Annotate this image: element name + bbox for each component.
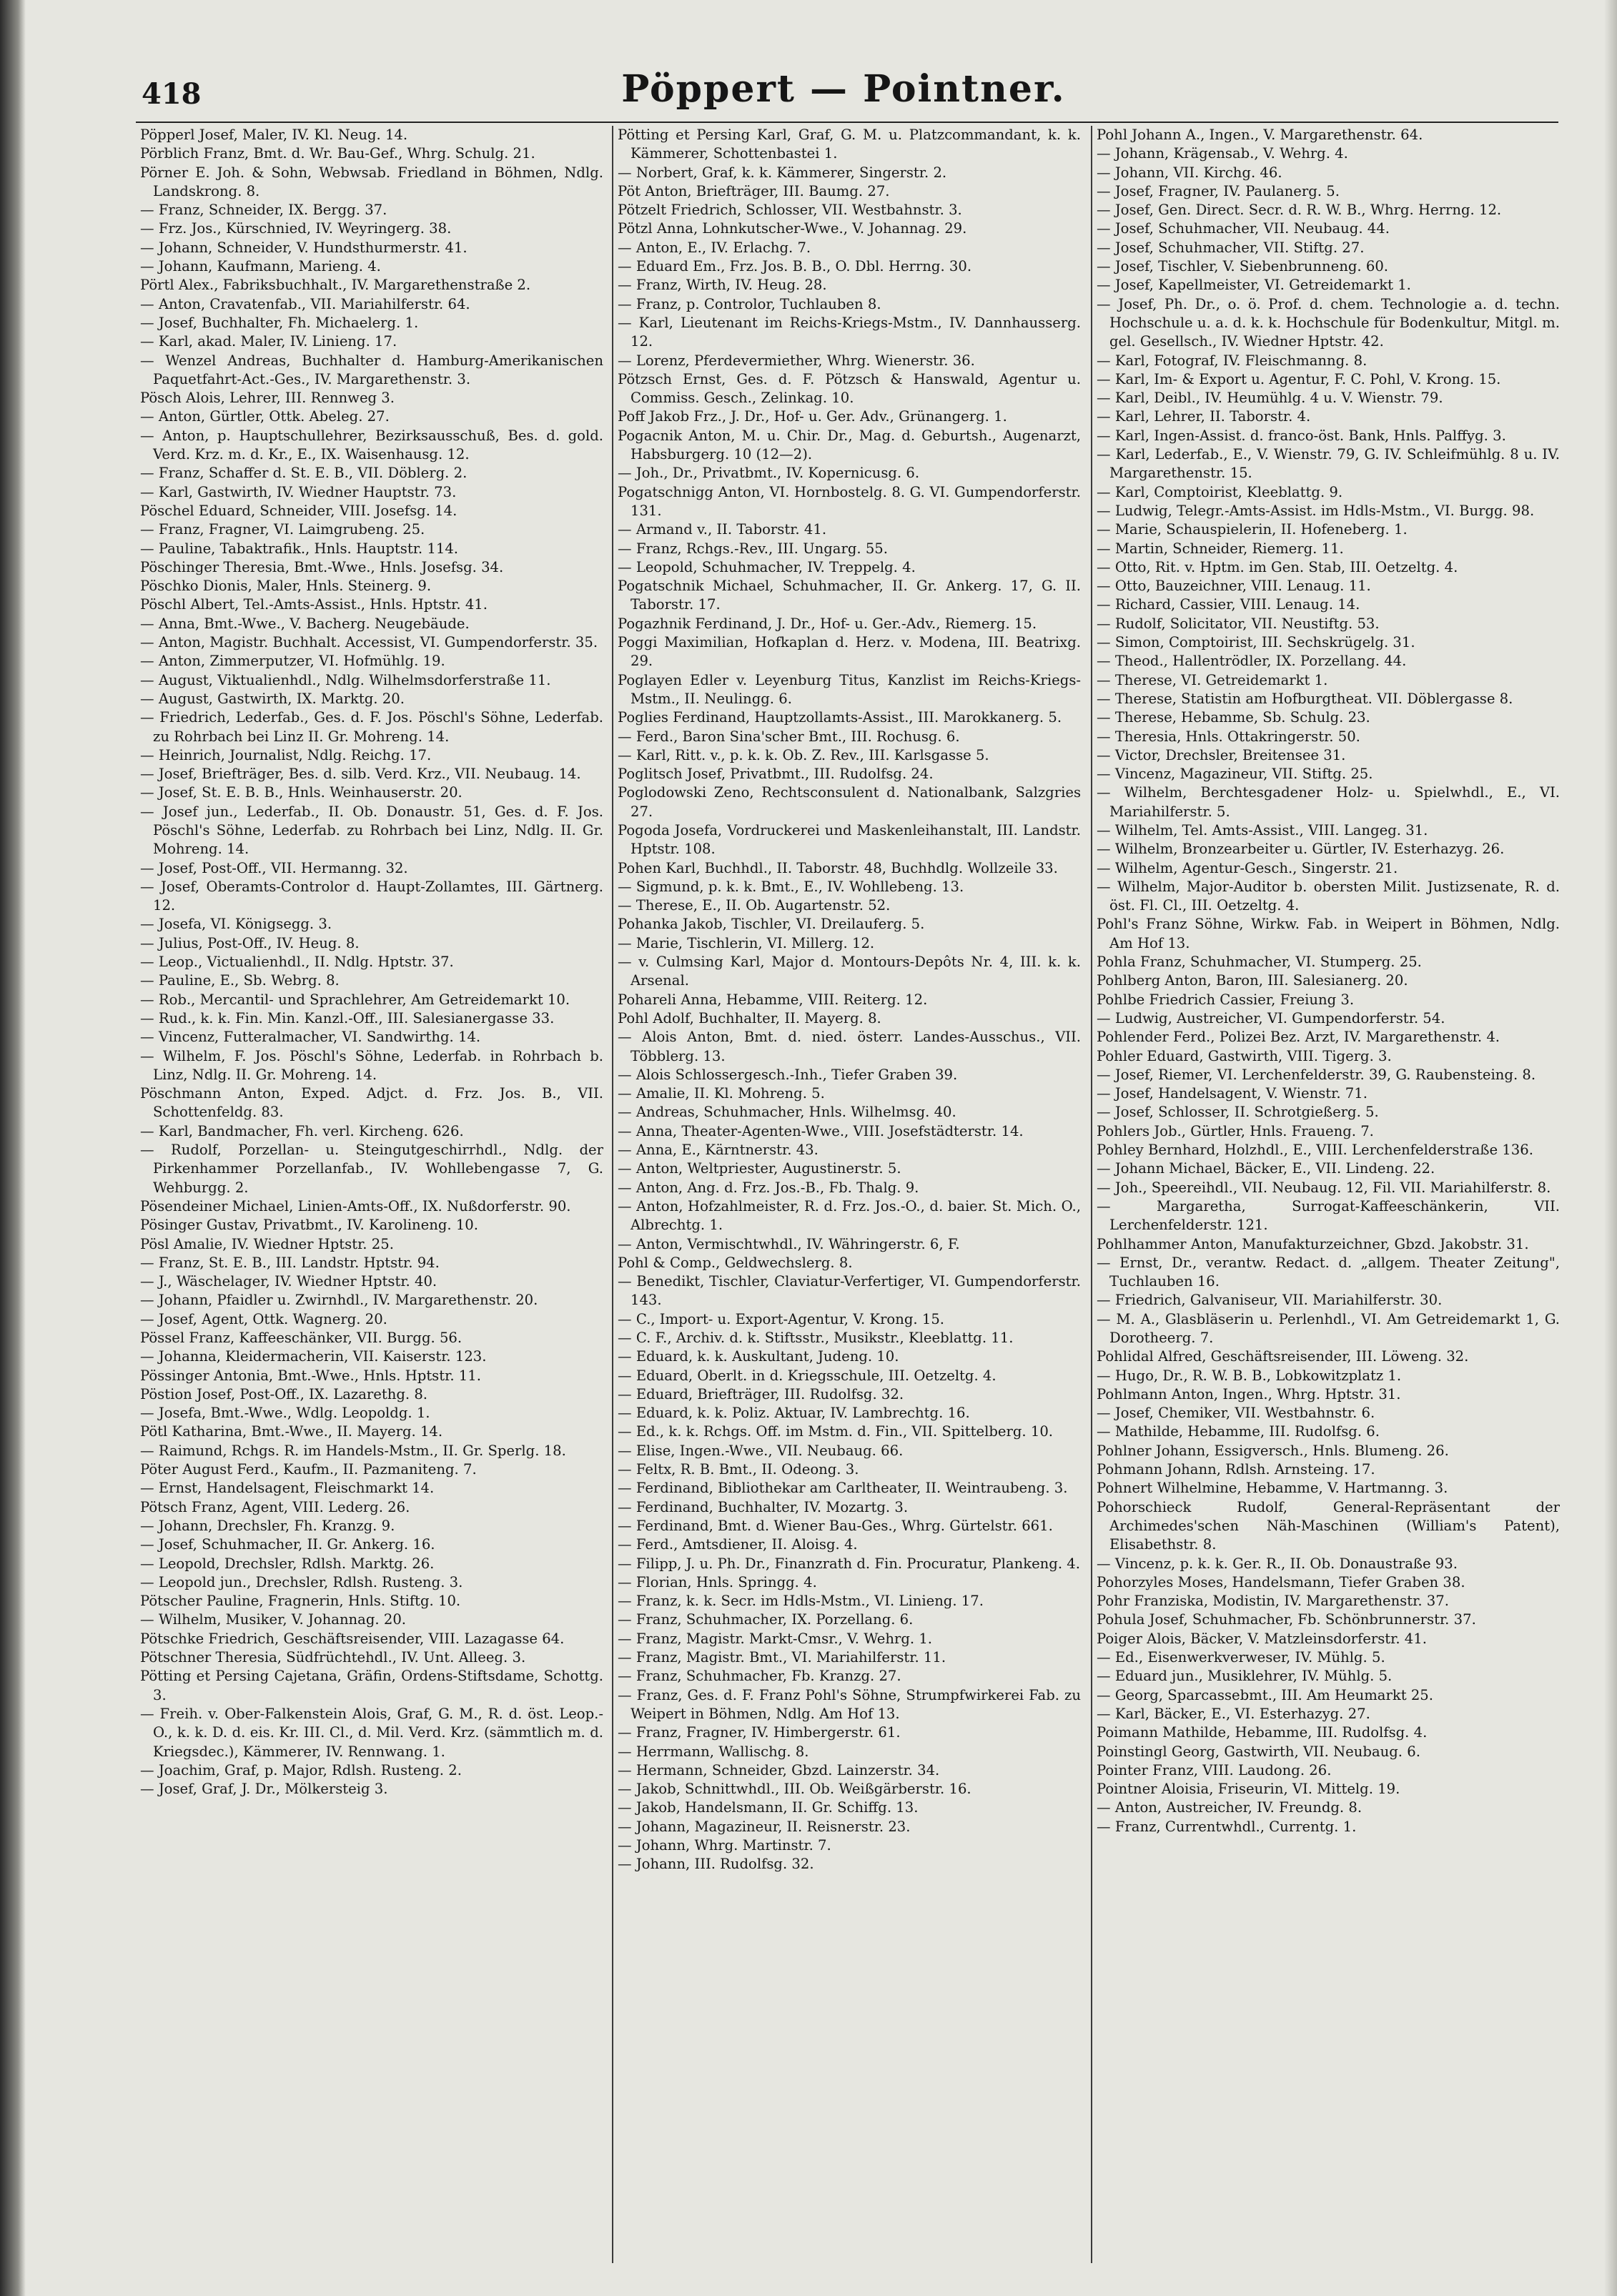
directory-entry: Pointer Franz, VIII. Laudong. 26. [1097,1761,1332,1778]
directory-entry: — Jakob, Handelsmann, II. Gr. Schiffg. 13. [618,1799,919,1816]
directory-entry: Pohareli Anna, Hebamme, VIII. Reiterg. 12. [618,991,928,1008]
directory-entry: Poglodowski Zeno, Rechtsconsulent d. Nationalbank, Salzgries 27. [618,784,1081,820]
directory-entry: — Karl, Comptoirist, Kleeblattg. 9. [1097,483,1343,500]
directory-entry: Pohl & Comp., Geldwechslerg. 8. [618,1254,853,1271]
directory-entry: — Florian, Hnls. Springg. 4. [618,1573,817,1590]
directory-entry: — Anton, Vermischtwhdl., IV. Währingerstr. 6, F. [618,1235,960,1252]
directory-entry: — Josef, Schuhmacher, II. Gr. Ankerg. 16. [140,1536,435,1553]
directory-entry: Pötzsch Ernst, Ges. d. F. Pötzsch & Hanswald, Agentur u. Commiss. Gesch., Zelinkag. 10. [618,370,1081,407]
directory-entry: — Rob., Mercantil- und Sprachlehrer, Am Getreidemarkt 10. [140,991,570,1008]
directory-entry: — Anton, Zimmerputzer, VI. Hofmühlg. 19. [140,653,445,670]
directory-entry: Pötzl Anna, Lohnkutscher-Wwe., V. Johannag. 29. [618,220,967,237]
directory-entry: Pöpperl Josef, Maler, IV. Kl. Neug. 14. [140,127,408,143]
directory-entry: — Franz, Fragner, VI. Laimgrubeng. 25. [140,521,425,538]
directory-entry: — Karl, Ingen-Assist. d. franco-öst. Bank, Hnls. Palffyg. 3. [1097,427,1506,444]
directory-entry: — Freih. v. Ober-Falkenstein Alois, Graf, G. M., R. d. öst. Leop.-O., k. k. D. d. eis. Kr. III. Cl., d. Mil. Verd. Krz. (sämmtlich m. d. Kriegsdec.), Kämmerer, IV. Rennwang. 1. [140,1705,603,1760]
directory-entry: — Ferd., Amtsdiener, II. Aloisg. 4. [618,1536,858,1553]
directory-entry: Pohlhammer Anton, Manufakturzeichner, Gbzd. Jakobstr. 31. [1097,1235,1529,1252]
header-rule [136,122,1558,123]
directory-entry: — Anton, Cravatenfab., VII. Mariahilferstr. 64. [140,295,470,312]
directory-entry: Pössel Franz, Kaffeeschänker, VII. Burgg. 56. [140,1330,463,1346]
directory-entry: Pötting et Persing Cajetana, Gräfin, Ordens-Stiftsdame, Schottg. 3. [140,1668,603,1703]
directory-entry: — Pauline, Tabaktrafik., Hnls. Hauptstr. 114. [140,540,459,557]
directory-entry: — Karl, Im- & Export u. Agentur, F. C. Pohl, V. Krong. 15. [1097,370,1501,387]
directory-entry: — Johann, Magazineur, II. Reisnerstr. 23. [618,1818,911,1835]
directory-entry: Pohl Johann A., Ingen., V. Margarethenstr. 64. [1097,127,1423,143]
directory-entry: — M. A., Glasbläserin u. Perlenhdl., VI. Am Getreidemarkt 1, G. Dorotheerg. 7. [1097,1310,1560,1346]
directory-entry: — Wilhelm, Tel. Amts-Assist., VIII. Langeg. 31. [1097,821,1428,838]
directory-entry: Poggi Maximilian, Hofkaplan d. Herz. v. Modena, III. Beatrixg. 29. [618,634,1081,670]
directory-entry: Pötscher Pauline, Fragnerin, Hnls. Stiftg. 10. [140,1593,461,1610]
column-divider [1091,126,1092,2263]
directory-entry: — Ferd., Baron Sina'scher Bmt., III. Rochusg. 6. [618,728,960,745]
directory-entry: Pohr Franziska, Modistin, IV. Margarethenstr. 37. [1097,1593,1449,1610]
directory-entry: — Martin, Schneider, Riemerg. 11. [1097,540,1344,557]
directory-entry: Pöt Anton, Briefträger, III. Baumg. 27. [618,182,890,199]
directory-entry: Poiger Alois, Bäcker, V. Matzleinsdorferstr. 41. [1097,1630,1427,1647]
directory-entry: — Eduard, Briefträger, III. Rudolfsg. 32. [618,1385,904,1402]
directory-entry: — Franz, Currentwhdl., Currentg. 1. [1097,1818,1357,1835]
directory-entry: — Anton, Magistr. Buchhalt. Accessist, VI. Gumpendorferstr. 35. [140,634,598,651]
directory-entry: — Rudolf, Solicitator, VII. Neustiftg. 53. [1097,615,1380,632]
directory-entry: Pohlers Job., Gürtler, Hnls. Fraueng. 7. [1097,1122,1374,1139]
directory-entry: — Friedrich, Galvaniseur, VII. Mariahilferstr. 30. [1097,1292,1443,1309]
directory-entry: Pogacnik Anton, M. u. Chir. Dr., Mag. d. Geburtsh., Augenarzt, Habsburgerg. 10 (12—2). [618,427,1081,463]
directory-entry: Pösl Amalie, IV. Wiedner Hptstr. 25. [140,1235,394,1252]
directory-entry: — Therese, E., II. Ob. Augartenstr. 52. [618,897,891,914]
directory-entry: — Ferdinand, Bibliothekar am Carltheater, II. Weintraubeng. 3. [618,1480,1068,1497]
directory-entry: — Josef, Oberamts-Controlor d. Haupt-Zollamtes, III. Gärtnerg. 12. [140,878,603,914]
directory-entry: — Alois Schlossergesch.-Inh., Tiefer Graben 39. [618,1066,958,1083]
directory-entry: — Vincenz, Futteralmacher, VI. Sandwirthg. 14. [140,1029,481,1046]
directory-entry: — Rudolf, Porzellan- u. Steingutgeschirrhdl., Ndlg. der Pirkenhammer Porzellanfab., IV. Wohllebengasse 7, G. Wehburgg. 2. [140,1142,603,1196]
directory-entry: — Norbert, Graf, k. k. Kämmerer, Singerstr. 2. [618,164,947,181]
directory-entry: — Simon, Comptoirist, III. Sechskrügelg. 31. [1097,634,1415,651]
directory-entry: — Frz. Jos., Kürschnied, IV. Weyringerg. 38. [140,220,452,237]
directory-entry: — Victor, Drechsler, Breitensee 31. [1097,746,1346,763]
directory-entry: Pohlmann Anton, Ingen., Whrg. Hptstr. 31. [1097,1385,1401,1402]
directory-entry: Poglayen Edler v. Leyenburg Titus, Kanzlist im Reichs-Kriegs-Mstm., II. Neulingg. 6. [618,671,1081,707]
directory-entry: Pöstion Josef, Post-Off., IX. Lazarethg. 8. [140,1385,428,1402]
directory-entry: Pösinger Gustav, Privatbmt., IV. Karolineng. 10. [140,1217,478,1234]
directory-entry: — Wilhelm, Musiker, V. Johannag. 20. [140,1611,407,1628]
directory-entry: Pörtl Alex., Fabriksbuchhalt., IV. Margarethenstraße 2. [140,277,531,294]
directory-entry: — Hugo, Dr., R. W. B. B., Lobkowitzplatz 1. [1097,1367,1402,1384]
directory-entry: Pohmann Johann, Rdlsh. Arnsteing. 17. [1097,1461,1375,1478]
directory-entry: Pohl's Franz Söhne, Wirkw. Fab. in Weipert in Böhmen, Ndlg. Am Hof 13. [1097,916,1560,951]
directory-entry: Pohlner Johann, Essigversch., Hnls. Blumeng. 26. [1097,1442,1449,1459]
directory-entry: — Wilhelm, Bronzearbeiter u. Gürtler, IV. Esterhazyg. 26. [1097,841,1505,858]
directory-entry: — Josef, Riemer, VI. Lerchenfelderstr. 39, G. Raubensteing. 8. [1097,1066,1536,1083]
directory-entry: — Wilhelm, Agentur-Gesch., Singerstr. 21. [1097,859,1398,876]
directory-entry: — Eduard, Oberlt. in d. Kriegsschule, III. Oetzeltg. 4. [618,1367,997,1384]
directory-entry: — Julius, Post-Off., IV. Heug. 8. [140,934,360,951]
directory-entry: — Raimund, Rchgs. R. im Handels-Mstm., II. Gr. Sperlg. 18. [140,1442,566,1459]
directory-entry: — Franz, Ges. d. F. Franz Pohl's Söhne, Strumpfwirkerei Fab. zu Weipert in Böhmen, Ndlg. Am Hof 13. [618,1686,1081,1722]
column-3 [1097,126,1560,2263]
directory-entry: — Joh., Speereihdl., VII. Neubaug. 12, Fil. VII. Mariahilferstr. 8. [1097,1179,1551,1196]
directory-entry: — Karl, Bandmacher, Fh. verl. Kircheng. 626. [140,1122,464,1139]
directory-entry: — Josef, Gen. Direct. Secr. d. R. W. B., Whrg. Herrng. 12. [1097,202,1502,219]
directory-entry: — Anton, Hofzahlmeister, R. d. Frz. Jos.-O., d. baier. St. Mich. O., Albrechtg. 1. [618,1197,1081,1234]
directory-entry: — Karl, Lieutenant im Reichs-Kriegs-Mstm., IV. Dannhausserg. 12. [618,314,1081,350]
directory-entry: — Franz, Magistr. Bmt., VI. Mariahilferstr. 11. [618,1649,946,1666]
directory-entry: Pohlberg Anton, Baron, III. Salesianerg. 20. [1097,972,1408,989]
directory-entry: — Johann, VII. Kirchg. 46. [1097,164,1282,181]
directory-entry: — Rud., k. k. Fin. Min. Kanzl.-Off., III. Salesianergasse 33. [140,1009,555,1026]
directory-entry: — Karl, Gastwirth, IV. Wiedner Hauptstr. 73. [140,483,457,500]
directory-entry: — Anton, E., IV. Erlachg. 7. [618,239,811,256]
column-1 [140,126,603,2263]
directory-entry: — Josef, Schuhmacher, VII. Stiftg. 27. [1097,239,1365,256]
directory-entry: Pössinger Antonia, Bmt.-Wwe., Hnls. Hptstr. 11. [140,1367,481,1384]
directory-entry: — Marie, Schauspielerin, II. Hofeneberg. 1. [1097,521,1408,538]
directory-entry: — Anton, Weltpriester, Augustinerstr. 5. [618,1160,901,1177]
directory-entry: — Josefa, VI. Königsegg. 3. [140,916,332,933]
directory-entry: — v. Culmsing Karl, Major d. Montours-Depôts Nr. 4, III. k. k. Arsenal. [618,954,1081,989]
directory-entry: Poglies Ferdinand, Hauptzollamts-Assist., III. Marokkanerg. 5. [618,709,1062,726]
directory-entry: — Margaretha, Surrogat-Kaffeeschänkerin, VII. Lerchenfelderstr. 121. [1097,1197,1560,1234]
directory-entry: Pöschinger Theresia, Bmt.-Wwe., Hnls. Josefsg. 34. [140,558,504,575]
directory-entry: Pöschmann Anton, Exped. Adjct. d. Frz. Jos. B., VII. Schottenfeldg. 83. [140,1085,603,1121]
directory-entry: — Ludwig, Telegr.-Amts-Assist. im Hdls-Mstm., VI. Burgg. 98. [1097,502,1535,519]
directory-entry: Pötzelt Friedrich, Schlosser, VII. Westbahnstr. 3. [618,202,962,219]
directory-entry: — C. F., Archiv. d. k. Stiftsstr., Musikstr., Kleeblattg. 11. [618,1330,1014,1346]
directory-entry: Pohanka Jakob, Tischler, VI. Dreilauferg. 5. [618,916,925,933]
directory-entry: — Otto, Bauzeichner, VIII. Lenaug. 11. [1097,578,1371,595]
directory-entry: — Josef, Handelsagent, V. Wienstr. 71. [1097,1085,1368,1102]
directory-entry: Pösendeiner Michael, Linien-Amts-Off., IX. Nußdorferstr. 90. [140,1197,571,1214]
directory-entry: Pohula Josef, Schuhmacher, Fb. Schönbrunnerstr. 37. [1097,1611,1476,1628]
directory-entry: — Karl, Fotograf, IV. Fleischmanng. 8. [1097,352,1368,369]
directory-entry: Pötl Katharina, Bmt.-Wwe., II. Mayerg. 14. [140,1423,443,1440]
directory-entry: — Hermann, Schneider, Gbzd. Lainzerstr. 34. [618,1761,940,1778]
directory-entry: — Karl, Deibl., IV. Heumühlg. 4 u. V. Wienstr. 79. [1097,390,1443,407]
directory-entry: — Eduard jun., Musiklehrer, IV. Mühlg. 5. [1097,1668,1393,1685]
directory-entry: — Sigmund, p. k. k. Bmt., E., IV. Wohllebeng. 13. [618,878,964,895]
directory-entry: — Ferdinand, Bmt. d. Wiener Bau-Ges., Whrg. Gürtelstr. 661. [618,1517,1053,1534]
directory-entry: — Wenzel Andreas, Buchhalter d. Hamburg-Amerikanischen Paquetfahrt-Act.-Ges., IV. Margarethenstr. 3. [140,352,603,387]
directory-entry: — Johann, III. Rudolfsg. 32. [618,1856,814,1873]
directory-entry: Pöschel Eduard, Schneider, VIII. Josefsg. 14. [140,502,458,519]
directory-entry: — Jakob, Schnittwhdl., III. Ob. Weißgärberstr. 16. [618,1781,971,1798]
directory-entry: — Anna, E., Kärntnerstr. 43. [618,1142,819,1159]
directory-entry: — Josef, Kapellmeister, VI. Getreidemarkt 1. [1097,277,1411,294]
directory-entry: — Leop., Victualienhdl., II. Ndlg. Hptstr. 37. [140,954,454,971]
directory-entry: — Johann, Schneider, V. Hundsthurmerstr. 41. [140,239,468,256]
directory-entry: Pogatschnigg Anton, VI. Hornbostelg. 8. G. VI. Gumpendorferstr. 131. [618,483,1081,519]
directory-entry: Pohler Eduard, Gastwirth, VIII. Tigerg. 3. [1097,1047,1392,1064]
directory-entry: — Johann, Whrg. Martinstr. 7. [618,1837,831,1854]
directory-entry: — Therese, VI. Getreidemarkt 1. [1097,671,1328,688]
directory-entry: — Theod., Hallentrödler, IX. Porzellang. 44. [1097,653,1407,670]
directory-entry: — Wilhelm, Major-Auditor b. obersten Milit. Justizsenate, R. d. öst. Fl. Cl., III. Oetzeltg. 4. [1097,878,1560,914]
directory-entry: Pohnert Wilhelmine, Hebamme, V. Hartmanng. 3. [1097,1480,1448,1497]
book-gutter-shadow [0,0,26,2296]
directory-entry: — Heinrich, Journalist, Ndlg. Reichg. 17. [140,746,432,763]
directory-entry: Pöschko Dionis, Maler, Hnls. Steinerg. 9. [140,578,432,595]
directory-entry: — Leopold, Schuhmacher, IV. Treppelg. 4. [618,558,916,575]
directory-entry: — Josef, Graf, J. Dr., Mölkersteig 3. [140,1781,388,1798]
directory-entry: — Karl, Lehrer, II. Taborstr. 4. [1097,408,1311,425]
directory-entry: — Franz, Fragner, IV. Himbergerstr. 61. [618,1724,901,1741]
directory-entry: — Anton, p. Hauptschullehrer, Bezirksausschuß, Bes. d. gold. Verd. Krz. m. d. Kr., E., IX. Waisenhausg. 12. [140,427,603,463]
directory-entry: — Josef, Buchhalter, Fh. Michaelerg. 1. [140,314,419,331]
directory-entry: Pöschl Albert, Tel.-Amts-Assist., Hnls. Hptstr. 41. [140,596,488,613]
directory-entry: Poinstingl Georg, Gastwirth, VII. Neubaug. 6. [1097,1743,1420,1760]
directory-entry: — Ed., k. k. Rchgs. Off. im Mstm. d. Fin., VII. Spittelberg. 10. [618,1423,1054,1440]
directory-entry: — Pauline, E., Sb. Webrg. 8. [140,972,340,989]
directory-entry: — Franz, p. Controlor, Tuchlauben 8. [618,295,881,312]
directory-entry: — Andreas, Schuhmacher, Hnls. Wilhelmsg. 40. [618,1104,956,1121]
directory-entry: — Josef, Tischler, V. Siebenbrunneng. 60. [1097,258,1389,275]
directory-entry: Pösch Alois, Lehrer, III. Rennweg 3. [140,390,395,407]
directory-entry: Pogoda Josefa, Vordruckerei und Maskenleihanstalt, III. Landstr. Hptstr. 108. [618,821,1081,858]
column-2 [618,126,1081,2263]
column-divider [612,126,613,2263]
directory-entry: — Franz, St. E. B., III. Landstr. Hptstr. 94. [140,1254,440,1271]
directory-entry: — Josef, St. E. B. B., Hnls. Weinhauserstr. 20. [140,784,463,801]
directory-entry: — Marie, Tischlerin, VI. Millerg. 12. [618,934,875,951]
directory-entry: — Karl, akad. Maler, IV. Linieng. 17. [140,333,397,350]
directory-entry: — Ed., Eisenwerkverweser, IV. Mühlg. 5. [1097,1649,1385,1666]
directory-entry: — Theresia, Hnls. Ottakringerstr. 50. [1097,728,1360,745]
directory-entry: — Johanna, Kleidermacherin, VII. Kaiserstr. 123. [140,1348,487,1365]
directory-entry: Poglitsch Josef, Privatbmt., III. Rudolfsg. 24. [618,766,934,783]
directory-entry: Pohlidal Alfred, Geschäftsreisender, III. Löweng. 32. [1097,1348,1469,1365]
directory-entry: — Filipp, J. u. Ph. Dr., Finanzrath d. Fin. Procuratur, Plankeng. 4. [618,1555,1080,1572]
directory-entry: — Josef, Fragner, IV. Paulanerg. 5. [1097,182,1340,199]
page-edge [1604,0,1617,2296]
directory-entry: Pohorzyles Moses, Handelsmann, Tiefer Graben 38. [1097,1573,1465,1590]
directory-entry: — Vincenz, p. k. k. Ger. R., II. Ob. Donaustraße 93. [1097,1555,1458,1572]
directory-entry: Pörblich Franz, Bmt. d. Wr. Bau-Gef., Whrg. Schulg. 21. [140,145,535,162]
directory-entry: — Herrmann, Wallischg. 8. [618,1743,809,1760]
directory-entry: — Josef, Chemiker, VII. Westbahnstr. 6. [1097,1405,1375,1422]
directory-entry: — Therese, Statistin am Hofburgtheat. VII. Döblergasse 8. [1097,690,1513,707]
directory-entry: — Josef, Post-Off., VII. Hermanng. 32. [140,859,408,876]
directory-entry: — Franz, Schneider, IX. Bergg. 37. [140,202,387,219]
directory-entry: Poff Jakob Frz., J. Dr., Hof- u. Ger. Adv., Grünangerg. 1. [618,408,1007,425]
directory-entry: — Karl, Ritt. v., p. k. k. Ob. Z. Rev., III. Karlsgasse 5. [618,746,989,763]
directory-entry: — Anton, Ang. d. Frz. Jos.-B., Fb. Thalg. 9. [618,1179,919,1196]
directory-entry: Pohley Bernhard, Holzhdl., E., VIII. Lerchenfelderstraße 136. [1097,1142,1533,1159]
directory-entry: Pohen Karl, Buchhdl., II. Taborstr. 48, Buchhdlg. Wollzeile 33. [618,859,1058,876]
directory-entry: Pogazhnik Ferdinand, J. Dr., Hof- u. Ger.-Adv., Riemerg. 15. [618,615,1037,632]
directory-entry: — Josefa, Bmt.-Wwe., Wdlg. Leopoldg. 1. [140,1405,430,1422]
directory-entry: Pohorschieck Rudolf, General-Repräsentant der Archimedes'schen Näh-Maschinen (William's Patent), Elisabethstr. 8. [1097,1498,1560,1553]
directory-entry: — Leopold jun., Drechsler, Rdlsh. Rusteng. 3. [140,1573,463,1590]
directory-entry: — C., Import- u. Export-Agentur, V. Krong. 15. [618,1310,945,1327]
directory-entry: — Ferdinand, Buchhalter, IV. Mozartg. 3. [618,1498,909,1515]
directory-entry: — Anton, Gürtler, Ottk. Abeleg. 27. [140,408,390,425]
directory-entry: — Anna, Theater-Agenten-Wwe., VIII. Josefstädterstr. 14. [618,1122,1024,1139]
directory-entry: — Wilhelm, Berchtesgadener Holz- u. Spielwhdl., E., VI. Mariahilferstr. 5. [1097,784,1560,820]
directory-entry: — Joh., Dr., Privatbmt., IV. Kopernicusg. 6. [618,465,920,482]
directory-entry: — Johann, Pfaidler u. Zwirnhdl., IV. Margarethenstr. 20. [140,1292,538,1309]
directory-entry: — Josef, Briefträger, Bes. d. silb. Verd. Krz., VII. Neubaug. 14. [140,766,581,783]
directory-entry: Pötschke Friedrich, Geschäftsreisender, VIII. Lazagasse 64. [140,1630,565,1647]
directory-entry: — Franz, Schaffer d. St. E. B., VII. Döblerg. 2. [140,465,468,482]
directory-entry: — Joachim, Graf, p. Major, Rdlsh. Rusteng. 2. [140,1761,462,1778]
directory-entry: — Eduard, k. k. Poliz. Aktuar, IV. Lambrechtg. 16. [618,1405,970,1422]
directory-entry: — Benedikt, Tischler, Claviatur-Verfertiger, VI. Gumpendorferstr. 143. [618,1273,1081,1309]
directory-entry: — Amalie, II. Kl. Mohreng. 5. [618,1085,825,1102]
directory-entry: — Mathilde, Hebamme, III. Rudolfsg. 6. [1097,1423,1380,1440]
directory-entry: — Franz, k. k. Secr. im Hdls-Mstm., VI. Linieng. 17. [618,1593,984,1610]
page-header [136,61,1551,119]
directory-entry: Pörner E. Joh. & Sohn, Webwsab. Friedland in Böhmen, Ndlg. Landskrong. 8. [140,164,603,199]
directory-entry: — Franz, Wirth, IV. Heug. 28. [618,277,827,294]
directory-entry: — Karl, Bäcker, E., VI. Esterhazyg. 27. [1097,1705,1370,1722]
directory-entry: — August, Viktualienhdl., Ndlg. Wilhelmsdorferstraße 11. [140,671,551,688]
directory-entry: — Friedrich, Lederfab., Ges. d. F. Jos. Pöschl's Söhne, Lederfab. zu Rohrbach bei Linz II. Gr. Mohreng. 14. [140,709,603,745]
directory-entry: — Otto, Rit. v. Hptm. im Gen. Stab, III. Oetzeltg. 4. [1097,558,1458,575]
directory-entry: — Johann Michael, Bäcker, E., VII. Lindeng. 22. [1097,1160,1435,1177]
directory-entry: — Feltx, R. B. Bmt., II. Odeong. 3. [618,1461,859,1478]
directory-entry: Pohlender Ferd., Polizei Bez. Arzt, IV. Margarethenstr. 4. [1097,1029,1500,1046]
directory-entry: Pogatschnik Michael, Schuhmacher, II. Gr. Ankerg. 17, G. II. Taborstr. 17. [618,578,1081,613]
directory-entry: — Ludwig, Austreicher, VI. Gumpendorferstr. 54. [1097,1009,1445,1026]
directory-entry: — Anton, Austreicher, IV. Freundg. 8. [1097,1799,1363,1816]
directory-entry: — Eduard Em., Frz. Jos. B. B., O. Dbl. Herrng. 30. [618,258,972,275]
directory-entry: — Armand v., II. Taborstr. 41. [618,521,827,538]
directory-entry: — Ernst, Handelsagent, Fleischmarkt 14. [140,1480,435,1497]
directory-entry: Pöter August Ferd., Kaufm., II. Pazmaniteng. 7. [140,1461,477,1478]
directory-entry: — Johann, Drechsler, Fh. Kranzg. 9. [140,1517,395,1534]
directory-entry: — Lorenz, Pferdevermiether, Whrg. Wienerstr. 36. [618,352,975,369]
directory-entry: Pohla Franz, Schuhmacher, VI. Stumperg. 25. [1097,954,1422,971]
directory-entry: — Josef jun., Lederfab., II. Ob. Donaustr. 51, Ges. d. F. Jos. Pöschl's Söhne, Lederfab. zu Rohrbach bei Linz, Ndlg. II. Gr. Mohreng. 14. [140,803,603,858]
directory-entry: — Elise, Ingen.-Wwe., VII. Neubaug. 66. [618,1442,904,1459]
directory-entry: — Georg, Sparcassebmt., III. Am Heumarkt 25. [1097,1686,1433,1703]
directory-entry: — Franz, Schuhmacher, IX. Porzellang. 6. [618,1611,914,1628]
directory-entry: — Johann, Kaufmann, Marieng. 4. [140,258,381,275]
directory-entry: — Johann, Krägensab., V. Wehrg. 4. [1097,145,1348,162]
directory-entry: — Josef, Agent, Ottk. Wagnerg. 20. [140,1310,387,1327]
directory-entry: — Josef, Schlosser, II. Schrotgießerg. 5. [1097,1104,1379,1121]
directory-entry: Pötting et Persing Karl, Graf, G. M. u. Platzcommandant, k. k. Kämmerer, Schottenbastei 1. [618,127,1081,162]
directory-entry: — Eduard, k. k. Auskultant, Judeng. 10. [618,1348,899,1365]
directory-entry: — August, Gastwirth, IX. Marktg. 20. [140,690,405,707]
directory-entry: Poimann Mathilde, Hebamme, III. Rudolfsg. 4. [1097,1724,1428,1741]
directory-entry: — Wilhelm, F. Jos. Pöschl's Söhne, Lederfab. in Rohrbach b. Linz, Ndlg. II. Gr. Mohreng. 14. [140,1047,603,1083]
directory-entry: — Ernst, Dr., verantw. Redact. d. „allgem. Theater Zeitung", Tuchlauben 16. [1097,1254,1560,1290]
directory-entry: Pötschner Theresia, Südfrüchtehdl., IV. Unt. Alleeg. 3. [140,1649,526,1666]
directory-entry: — Josef, Ph. Dr., o. ö. Prof. d. chem. Technologie a. d. techn. Hochschule u. a. d. k. k. Hochschule für Bodenkultur, Mitgl. m. gel. Gesellsch., IV. Wiedner Hptstr. 42. [1097,295,1560,350]
directory-entry: — Richard, Cassier, VIII. Lenaug. 14. [1097,596,1360,613]
directory-entry: Pohl Adolf, Buchhalter, II. Mayerg. 8. [618,1009,881,1026]
directory-entry: — Therese, Hebamme, Sb. Schulg. 23. [1097,709,1370,726]
directory-entry: — Josef, Schuhmacher, VII. Neubaug. 44. [1097,220,1390,237]
page-number: 418 [142,77,202,111]
directory-entry: — Karl, Lederfab., E., V. Wienstr. 79, G. IV. Schleifmühlg. 8 u. IV. Margarethenstr. 15. [1097,446,1560,482]
directory-entry: — Leopold, Drechsler, Rdlsh. Marktg. 26. [140,1555,435,1572]
directory-entry: — Alois Anton, Bmt. d. nied. österr. Landes-Ausschus., VII. Többlerg. 13. [618,1029,1081,1064]
directory-entry: — Anna, Bmt.-Wwe., V. Bacherg. Neugebäude. [140,615,470,632]
page-title: Pöppert — Pointner. [621,67,1066,111]
directory-entry: — Franz, Schuhmacher, Fb. Kranzg. 27. [618,1668,901,1685]
directory-entry: — Franz, Magistr. Markt-Cmsr., V. Wehrg. 1. [618,1630,933,1647]
directory-entry: — J., Wäschelager, IV. Wiedner Hptstr. 40. [140,1273,437,1290]
directory-entry: Pötsch Franz, Agent, VIII. Lederg. 26. [140,1498,410,1515]
directory-entry: Pohlbe Friedrich Cassier, Freiung 3. [1097,991,1355,1008]
directory-entry: Pointner Aloisia, Friseurin, VI. Mittelg. 19. [1097,1781,1400,1798]
directory-entry: — Franz, Rchgs.-Rev., III. Ungarg. 55. [618,540,888,557]
directory-entry: — Vincenz, Magazineur, VII. Stiftg. 25. [1097,766,1373,783]
